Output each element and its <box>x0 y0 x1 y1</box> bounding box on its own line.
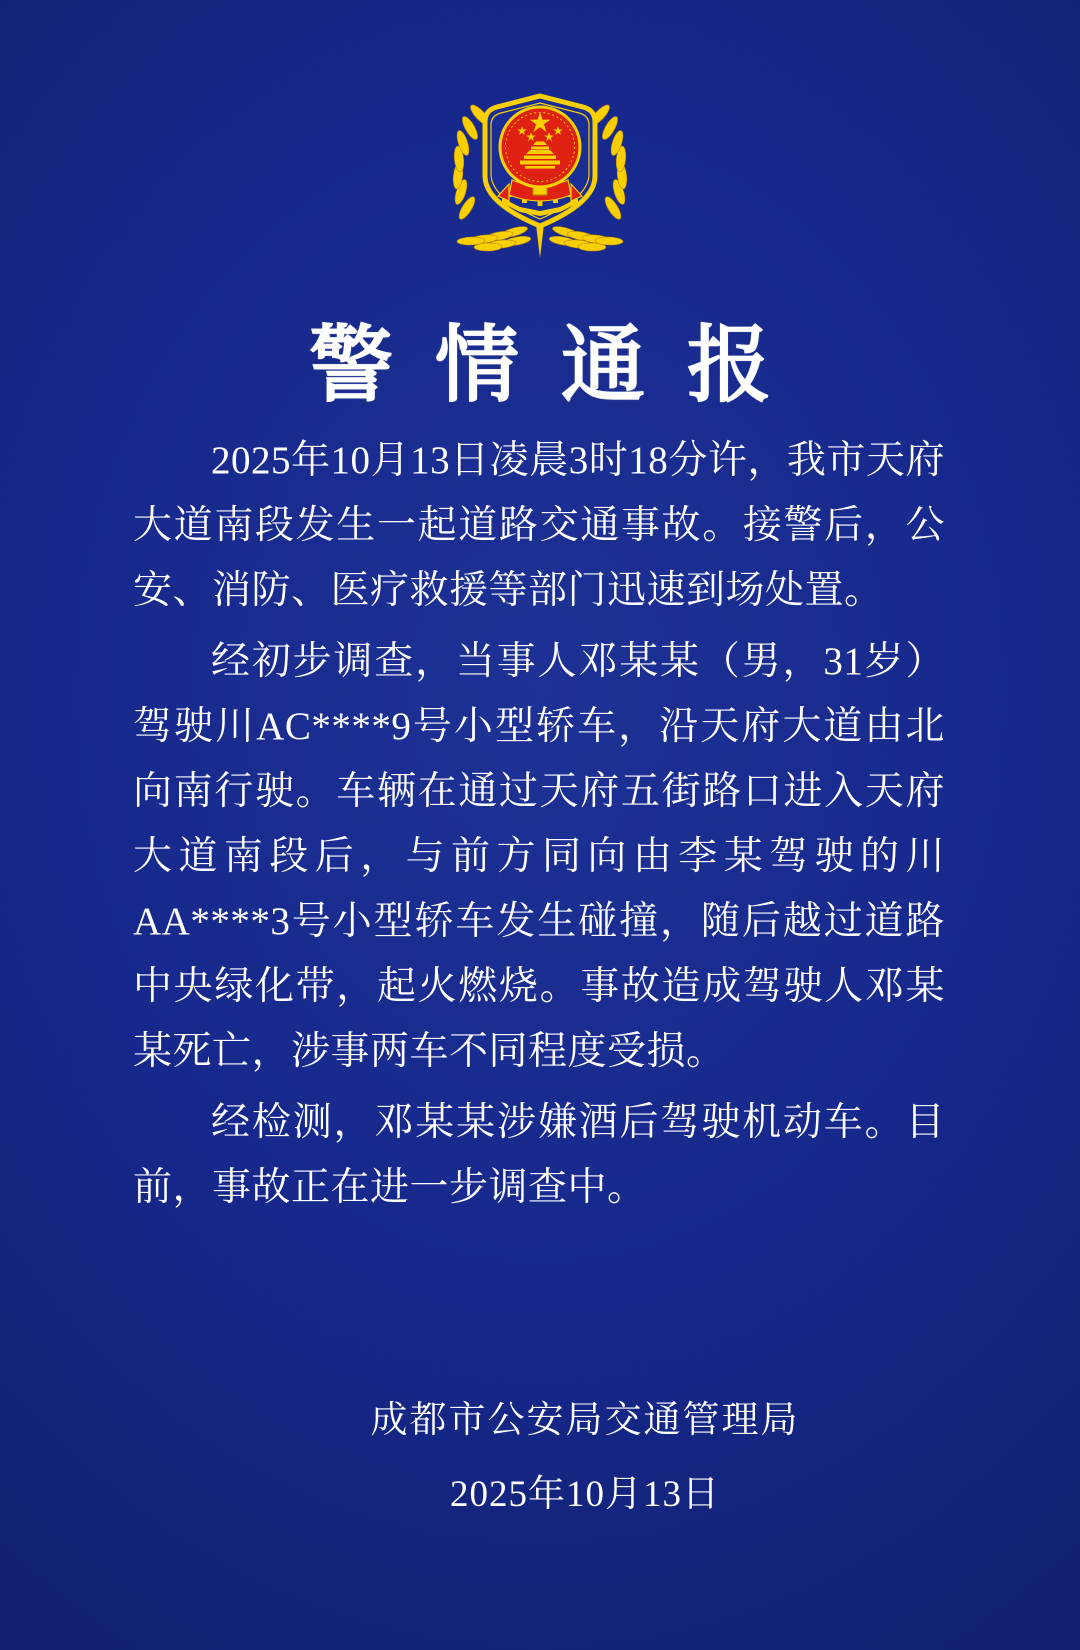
paragraph-3: 经检测，邓某某涉嫌酒后驾驶机动车。目前，事故正在进一步调查中。 <box>133 1101 945 1209</box>
notice-title: 警情通报 <box>308 320 813 413</box>
china-police-badge-icon <box>450 86 630 262</box>
signature-date: 2025年10月13日 <box>450 1474 720 1515</box>
notice-body <box>0 428 1080 1220</box>
emblem-container <box>0 0 1080 262</box>
paragraph-2: 经初步调查，当事人邓某某（男，31岁）驾驶川AC****9号小型轿车，沿天府大道由北向南行驶。车辆在通过天府五街路口进入天府大道南段后，与前方同向由李某驾驶的川AA****3号小型轿车发生碰撞，随后越过道路中央绿化带，起火燃烧。事故造成驾驶人邓某某死亡，涉事两车不同程度受损。 <box>133 640 945 1073</box>
signature-agency: 成都市公安局交通管理局 <box>370 1400 800 1441</box>
paragraph-1: 2025年10月13日凌晨3时18分许，我市天府大道南段发生一起道路交通事故。接警后，公安、消防、医疗救援等部门迅速到场处置。 <box>133 439 945 612</box>
signature-block <box>45 1398 1080 1518</box>
